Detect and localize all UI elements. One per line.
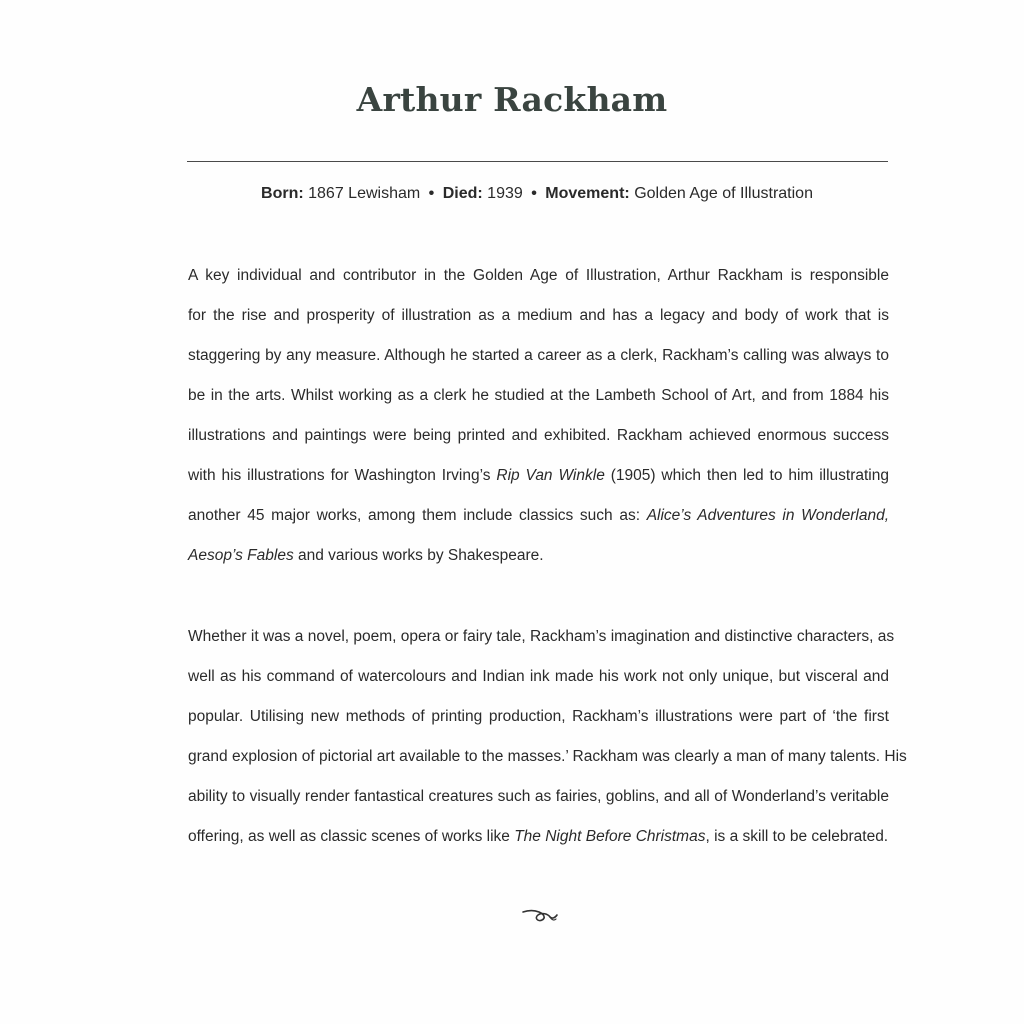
text-line: ability to visually render fantastical creatures such as fairies, goblins, and all of Wonderland’s veritable: [188, 788, 889, 805]
movement-value: Golden Age of Illustration: [634, 185, 813, 202]
movement-label: Movement:: [545, 185, 630, 202]
artist-meta-line: [0, 185, 1024, 203]
text-line: well as his command of watercolours and Indian ink made his work not only unique, but visceral and: [188, 668, 889, 685]
text-run: , is a skill to be celebrated.: [705, 828, 889, 845]
text-line: [188, 505, 889, 545]
separator-bullet: •: [428, 185, 435, 202]
separator-bullet: •: [531, 185, 537, 202]
died-value: 1939: [487, 185, 523, 202]
text-run: with his illustrations for Washington Irving’s: [188, 467, 497, 484]
book-title-rip-van-winkle: Rip Van Winkle: [496, 467, 605, 484]
text-line: staggering by any measure. Although he started a career as a clerk, Rackham’s calling was always to: [188, 347, 889, 364]
text-run: (1905) which then led to him illustrating: [604, 467, 889, 484]
title-divider: [187, 161, 888, 162]
text-line: grand explosion of pictorial art available to the masses.’ Rackham was clearly a man of many talents. His: [188, 748, 907, 765]
biography-paragraph-1: [188, 265, 889, 585]
born-value: 1867 Lewisham: [308, 185, 421, 202]
book-title-aesop: Aesop’s Fables: [188, 547, 294, 564]
text-line: be in the arts. Whilst working as a clerk he studied at the Lambeth School of Art, and from 1884 his: [188, 387, 889, 404]
text-run: offering, as well as classic scenes of works like: [188, 828, 515, 845]
text-line: popular. Utilising new methods of printing production, Rackham’s illustrations were part of ‘the first: [188, 708, 889, 725]
text-line: [188, 465, 889, 505]
flourish-ornament-icon: [520, 902, 560, 924]
born-label: Born:: [261, 185, 304, 202]
biography-paragraph-2: [188, 626, 907, 866]
text-line: Whether it was a novel, poem, opera or fairy tale, Rackham’s imagination and distinctive characters, as: [188, 628, 895, 645]
page-title: Arthur Rackham: [356, 80, 668, 119]
text-line: for the rise and prosperity of illustration as a medium and has a legacy and body of work that is: [188, 307, 889, 324]
text-run: another 45 major works, among them include classics such as:: [188, 507, 647, 524]
text-run: and various works by Shakespeare.: [293, 547, 544, 564]
text-line: illustrations and paintings were being printed and exhibited. Rackham achieved enormous success: [188, 427, 889, 444]
book-title-alice: Alice’s Adventures in Wonderland,: [646, 507, 890, 524]
book-title-night-before-christmas: The Night Before Christmas: [514, 828, 706, 845]
died-label: Died:: [442, 185, 483, 202]
text-line: [188, 545, 889, 585]
text-line: A key individual and contributor in the Golden Age of Illustration, Arthur Rackham is responsible: [188, 267, 889, 284]
text-line: [188, 826, 889, 866]
